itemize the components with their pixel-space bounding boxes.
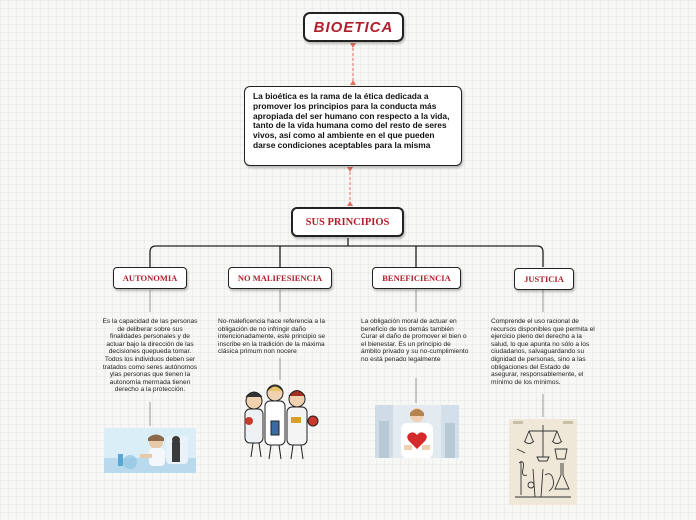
- principle-description-autonomia[interactable]: Es la capacidad de las personas de deliberar sobre sus finalidades personales y de actuar bajo la dirección de las decisiones quepueda tomar. Todos los individuos deben ser tratados como seres autónomos ylas personas que tienen la autonomía mermada tienen derecho a la protección.: [102, 318, 198, 394]
- title-label: BIOETICA: [313, 18, 394, 36]
- principle-node-autonomia[interactable]: [113, 267, 187, 289]
- doctors-cartoon-image[interactable]: [239, 381, 321, 461]
- principles-label: SUS PRINCIPIOS: [305, 216, 390, 228]
- principle-label: BENEFICIENCIA: [382, 273, 451, 283]
- principle-node-beneficencia[interactable]: [372, 267, 461, 289]
- principle-node-justicia[interactable]: [514, 268, 574, 290]
- principle-description-beneficencia[interactable]: La obligación moral de actuar en beneficio de los demás también Curar el daño de promover el bien o el bienestar. Es un principio de ámbito privado y su no-cumplimiento no está penado legalmente: [361, 318, 469, 363]
- principle-description-no-maleficencia[interactable]: No-maleficencia hace referencia a la obligación de no infringir daño intencionadamente, este principio se inscribe en la tradición de la máxima clásica primum non nocere: [218, 318, 326, 356]
- definition-text: La bioética es la rama de la ética dedicada a promover los principios para la conducta más apropiada del ser humano con respecto a la vida, tanto de la vida humana como del resto de seres vivos, así como al ambiente en el que pueden darse condiciones aceptables para la misma: [253, 91, 450, 150]
- principle-label: JUSTICIA: [524, 274, 564, 284]
- title-node[interactable]: [303, 12, 404, 42]
- principle-label: AUTONOMIA: [122, 273, 178, 283]
- principles-node[interactable]: [291, 207, 404, 237]
- principle-label: NO MALIFESIENCIA: [237, 273, 323, 283]
- principle-node-no-maleficencia[interactable]: [228, 267, 332, 289]
- doctor-heart-image[interactable]: [375, 405, 459, 458]
- definition-node[interactable]: [244, 86, 462, 166]
- scientist-microscope-image[interactable]: [104, 428, 196, 473]
- justice-symbols-image[interactable]: [509, 419, 577, 505]
- principle-description-justicia[interactable]: Comprende el uso racional de recursos disponibles que permita el ejercicio pleno del derecho a la salud, lo que apunta no sólo a los ciudadanos, salvaguardando su dignidad de personas, sino a las obligaciones del Estado de asegurar, responsablemente, el mínimo de los mínimos.: [491, 318, 595, 386]
